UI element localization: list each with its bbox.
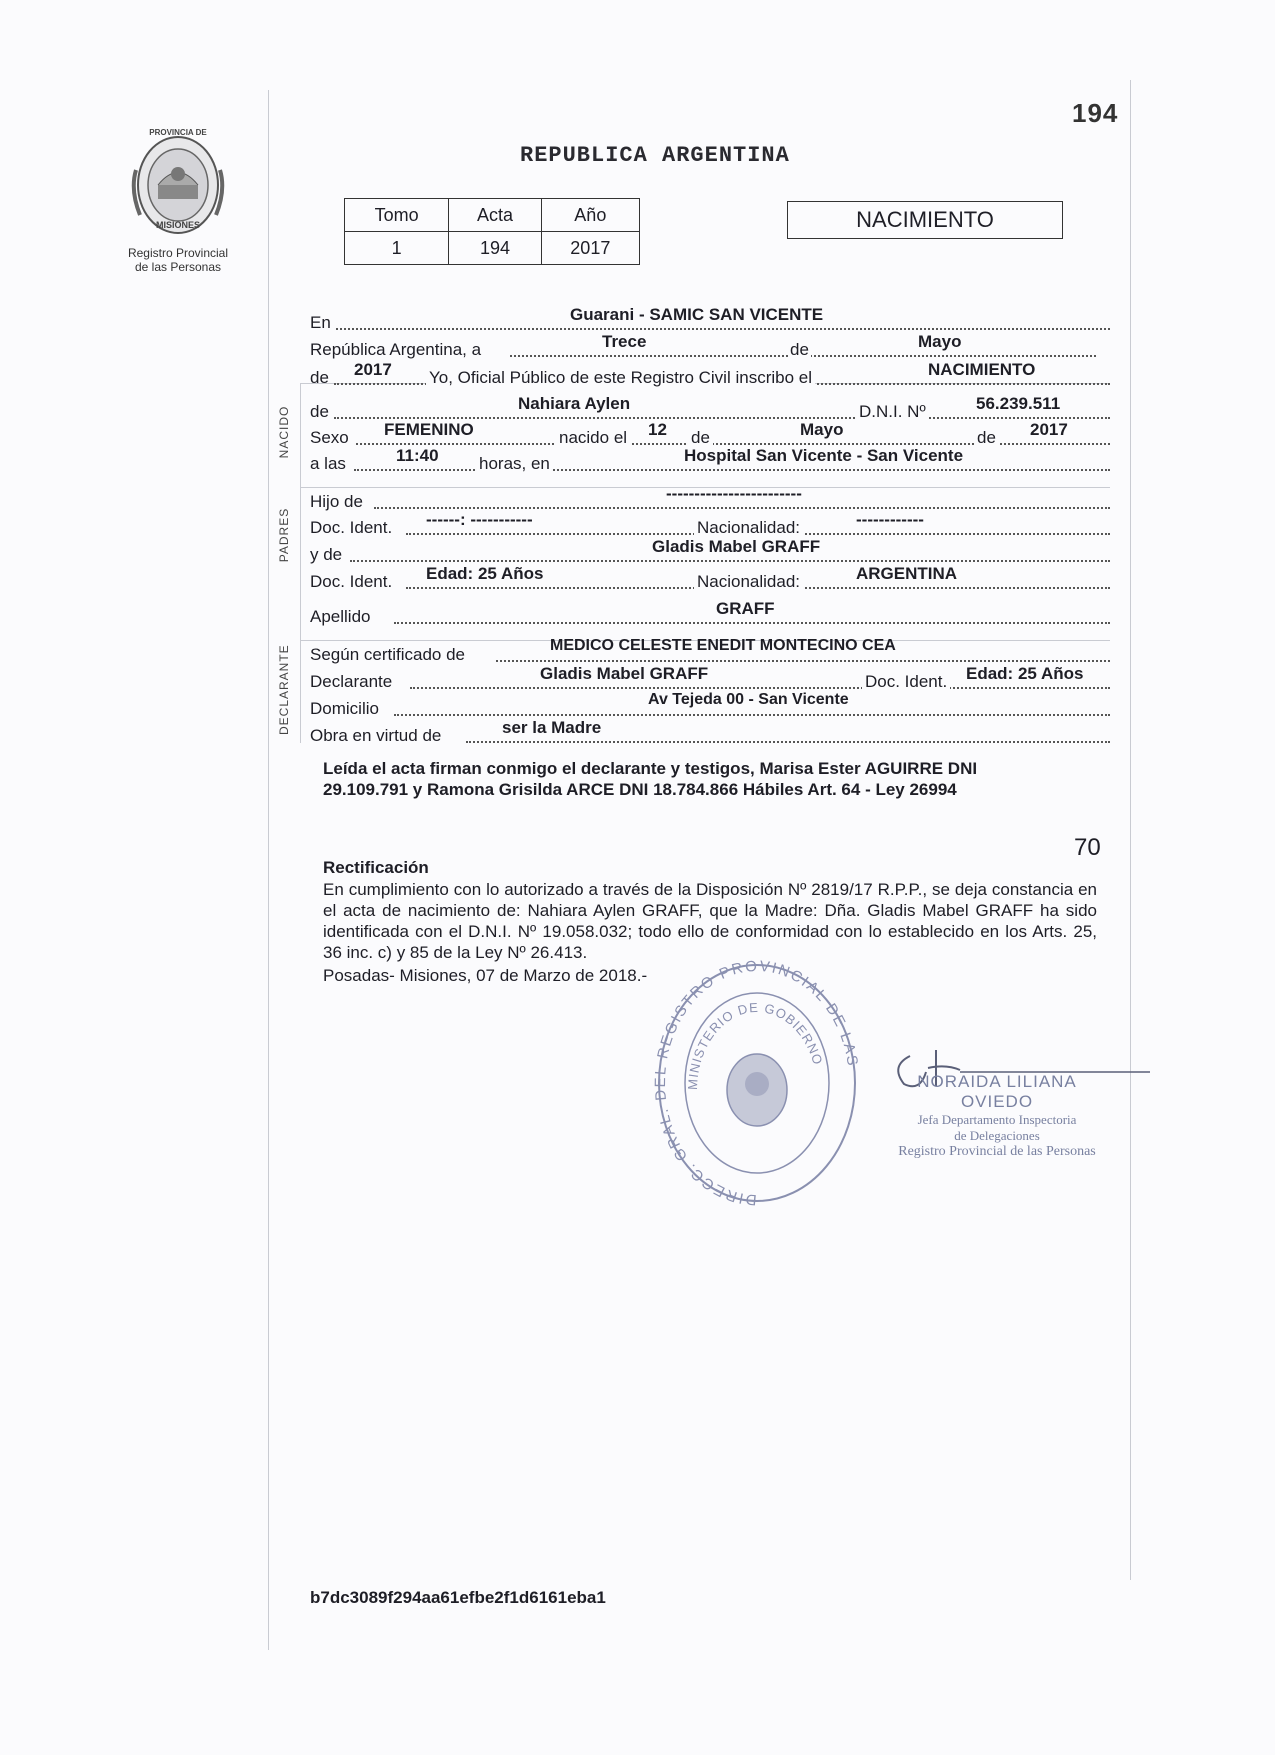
label-de-nac-mes: de bbox=[688, 428, 713, 448]
stamp-outer-text: DIRECC. GRAL. DEL REGISTRO PROVINCIAL DE LAS bbox=[652, 960, 862, 1209]
label-dni: D.N.I. Nº bbox=[856, 402, 929, 422]
official-stamp bbox=[652, 960, 862, 1220]
emblem-caption bbox=[108, 246, 248, 274]
value-doc-madre: Edad: 25 Años bbox=[426, 564, 544, 583]
value-sexo: FEMENINO bbox=[384, 420, 474, 439]
dots bbox=[466, 741, 1110, 743]
label-republica: República Argentina, a bbox=[310, 340, 482, 359]
emblem-text-top: PROVINCIA DE bbox=[149, 128, 207, 137]
section-left-line bbox=[300, 383, 301, 743]
label-en: En bbox=[310, 313, 331, 332]
label-declarante: Declarante bbox=[310, 672, 393, 691]
label-y-de: y de bbox=[310, 545, 343, 564]
signature-role-1: Jefa Departamento Inspectoria bbox=[917, 1112, 1077, 1127]
label-doc-ident-2: Doc. Ident. bbox=[310, 572, 393, 591]
value-nombre-nacido: Nahiara Aylen bbox=[518, 394, 631, 413]
label-nacionalidad-2: Nacionalidad: bbox=[694, 572, 803, 592]
label-nacido-el: nacido el bbox=[556, 428, 630, 448]
dots bbox=[350, 560, 1110, 562]
registry-value-anio: 2017 bbox=[541, 232, 639, 265]
rectificacion-text: En cumplimiento con lo autorizado a través de la Disposición Nº 2819/17 R.P.P., se deja constancia en el acta de nacimiento de: Nahiara Aylen GRAFF, que la Madre: Dña. Gladis Mabel GRAFF ha sido identificada con el D.N.I. Nº 19.058.032; todo ello de conformidad con lo establecido en los Arts. 25, 36 inc. c) y 85 de la Ley Nº 26.413. bbox=[323, 880, 1097, 962]
line-doc-madre bbox=[310, 564, 1110, 594]
value-certificado: MEDICO CELESTE ENEDIT MONTECINO CEA bbox=[550, 637, 896, 654]
official-stamp-icon bbox=[652, 960, 862, 1220]
value-apellido: GRAFF bbox=[716, 599, 775, 618]
label-de-nac-anio: de bbox=[974, 428, 999, 448]
dots bbox=[334, 417, 1110, 419]
value-dia-nacimiento: 12 bbox=[648, 420, 667, 439]
right-margin-line bbox=[1130, 80, 1131, 1580]
dots bbox=[336, 328, 1110, 330]
value-anio-nacimiento: 2017 bbox=[1030, 420, 1068, 439]
page-number: 194 bbox=[1072, 98, 1119, 128]
value-dia-inscripcion: Trece bbox=[602, 332, 647, 351]
line-republica bbox=[310, 332, 1110, 362]
dots bbox=[394, 622, 1110, 624]
value-nacionalidad-madre: ARGENTINA bbox=[856, 564, 958, 583]
value-lugar-nacimiento: Hospital San Vicente - San Vicente bbox=[684, 446, 964, 465]
signature-block bbox=[882, 1072, 1112, 1160]
firma-paragraph bbox=[323, 758, 1113, 800]
label-nacionalidad-1: Nacionalidad: bbox=[694, 518, 803, 538]
registry-table bbox=[344, 198, 640, 265]
dots bbox=[410, 687, 1110, 689]
document-title: REPUBLICA ARGENTINA bbox=[520, 143, 790, 168]
value-declarante: Gladis Mabel GRAFF bbox=[540, 664, 709, 683]
value-nacionalidad-padre: ------------ bbox=[856, 510, 924, 529]
dots bbox=[496, 660, 1110, 662]
label-domicilio: Domicilio bbox=[310, 699, 379, 718]
registry-value-tomo: 1 bbox=[345, 232, 449, 265]
side-label-declarante: DECLARANTE bbox=[277, 644, 291, 735]
value-mes-inscripcion: Mayo bbox=[918, 332, 962, 351]
label-de-nacido: de bbox=[310, 402, 329, 421]
document-hash: b7dc3089f294aa61efbe2f1d6161eba1 bbox=[310, 1588, 606, 1607]
value-doc-padre: ------: ----------- bbox=[426, 510, 533, 529]
side-label-nacido: NACIDO bbox=[277, 405, 291, 459]
value-domicilio: Av Tejeda 00 - San Vicente bbox=[648, 691, 849, 708]
registry-table-value-row bbox=[345, 232, 640, 265]
label-doc-ident-declarante: Doc. Ident. bbox=[862, 672, 950, 692]
rectificacion-title: Rectificación bbox=[323, 858, 429, 877]
record-type-box: NACIMIENTO bbox=[787, 201, 1063, 239]
dots bbox=[374, 507, 1110, 509]
value-lugar-inscripcion: Guarani - SAMIC SAN VICENTE bbox=[570, 305, 824, 324]
registry-header-anio: Año bbox=[541, 199, 639, 232]
label-a-las: a las bbox=[310, 454, 346, 473]
registry-header-tomo: Tomo bbox=[345, 199, 449, 232]
label-horas-en: horas, en bbox=[476, 454, 553, 474]
signature-name: NORAIDA LILIANA OVIEDO bbox=[917, 1072, 1077, 1111]
signature-role-2: de Delegaciones bbox=[954, 1128, 1040, 1143]
emblem-caption-line-2: de las Personas bbox=[134, 260, 222, 274]
label-hijo-de: Hijo de bbox=[310, 492, 363, 511]
rectificacion-number: 70 bbox=[1074, 834, 1101, 861]
left-margin-line bbox=[268, 90, 269, 1650]
emblem-caption-line-1: Registro Provincial bbox=[127, 246, 229, 260]
signature-role-3: Registro Provincial de las Personas bbox=[898, 1144, 1096, 1159]
label-doc-ident-1: Doc. Ident. bbox=[310, 518, 393, 537]
value-doc-declarante: Edad: 25 Años bbox=[966, 664, 1084, 683]
dots bbox=[394, 714, 1110, 716]
label-obra: Obra en virtud de bbox=[310, 726, 442, 745]
value-mes-nacimiento: Mayo bbox=[800, 420, 844, 439]
firma-line-1: Leída el acta firman conmigo el declarante y testigos, Marisa Ester AGUIRRE DNI bbox=[323, 759, 978, 778]
label-apellido: Apellido bbox=[310, 607, 371, 626]
line-domicilio bbox=[310, 691, 1110, 721]
side-label-padres: PADRES bbox=[277, 507, 291, 563]
rectificacion-lugar-fecha: Posadas- Misiones, 07 de Marzo de 2018.- bbox=[323, 966, 648, 985]
firma-line-2: 29.109.791 y Ramona Grisilda ARCE DNI 18.784.866 Hábiles Art. 64 - Ley 26994 bbox=[323, 780, 957, 799]
stamp-inner-text: MINISTERIO DE GOBIERNO bbox=[684, 999, 826, 1091]
line-anio-oficial bbox=[310, 360, 1110, 390]
line-hora bbox=[310, 446, 1110, 476]
value-anio-inscripcion: 2017 bbox=[354, 360, 392, 379]
registry-header-acta: Acta bbox=[449, 199, 541, 232]
label-sexo: Sexo bbox=[310, 428, 349, 447]
line-apellido bbox=[310, 599, 1110, 629]
registry-table-header-row bbox=[345, 199, 640, 232]
line-obra bbox=[310, 718, 1110, 748]
line-en bbox=[310, 305, 1110, 335]
value-madre: Gladis Mabel GRAFF bbox=[652, 537, 821, 556]
dots bbox=[354, 469, 1110, 471]
label-certificado: Según certificado de bbox=[310, 645, 465, 664]
value-tipo-inscripcion: NACIMIENTO bbox=[928, 360, 1036, 379]
value-hora-nacimiento: 11:40 bbox=[396, 446, 439, 465]
value-padre: ------------------------ bbox=[666, 484, 802, 503]
value-dni-nacido: 56.239.511 bbox=[976, 394, 1061, 413]
registry-value-acta: 194 bbox=[449, 232, 541, 265]
label-oficial: Yo, Oficial Público de este Registro Civil inscribo el bbox=[426, 368, 815, 388]
label-de: de bbox=[790, 340, 809, 359]
label-de2: de bbox=[310, 368, 329, 387]
emblem-text-bottom: MISIONES bbox=[155, 220, 200, 230]
value-obra: ser la Madre bbox=[502, 718, 602, 737]
